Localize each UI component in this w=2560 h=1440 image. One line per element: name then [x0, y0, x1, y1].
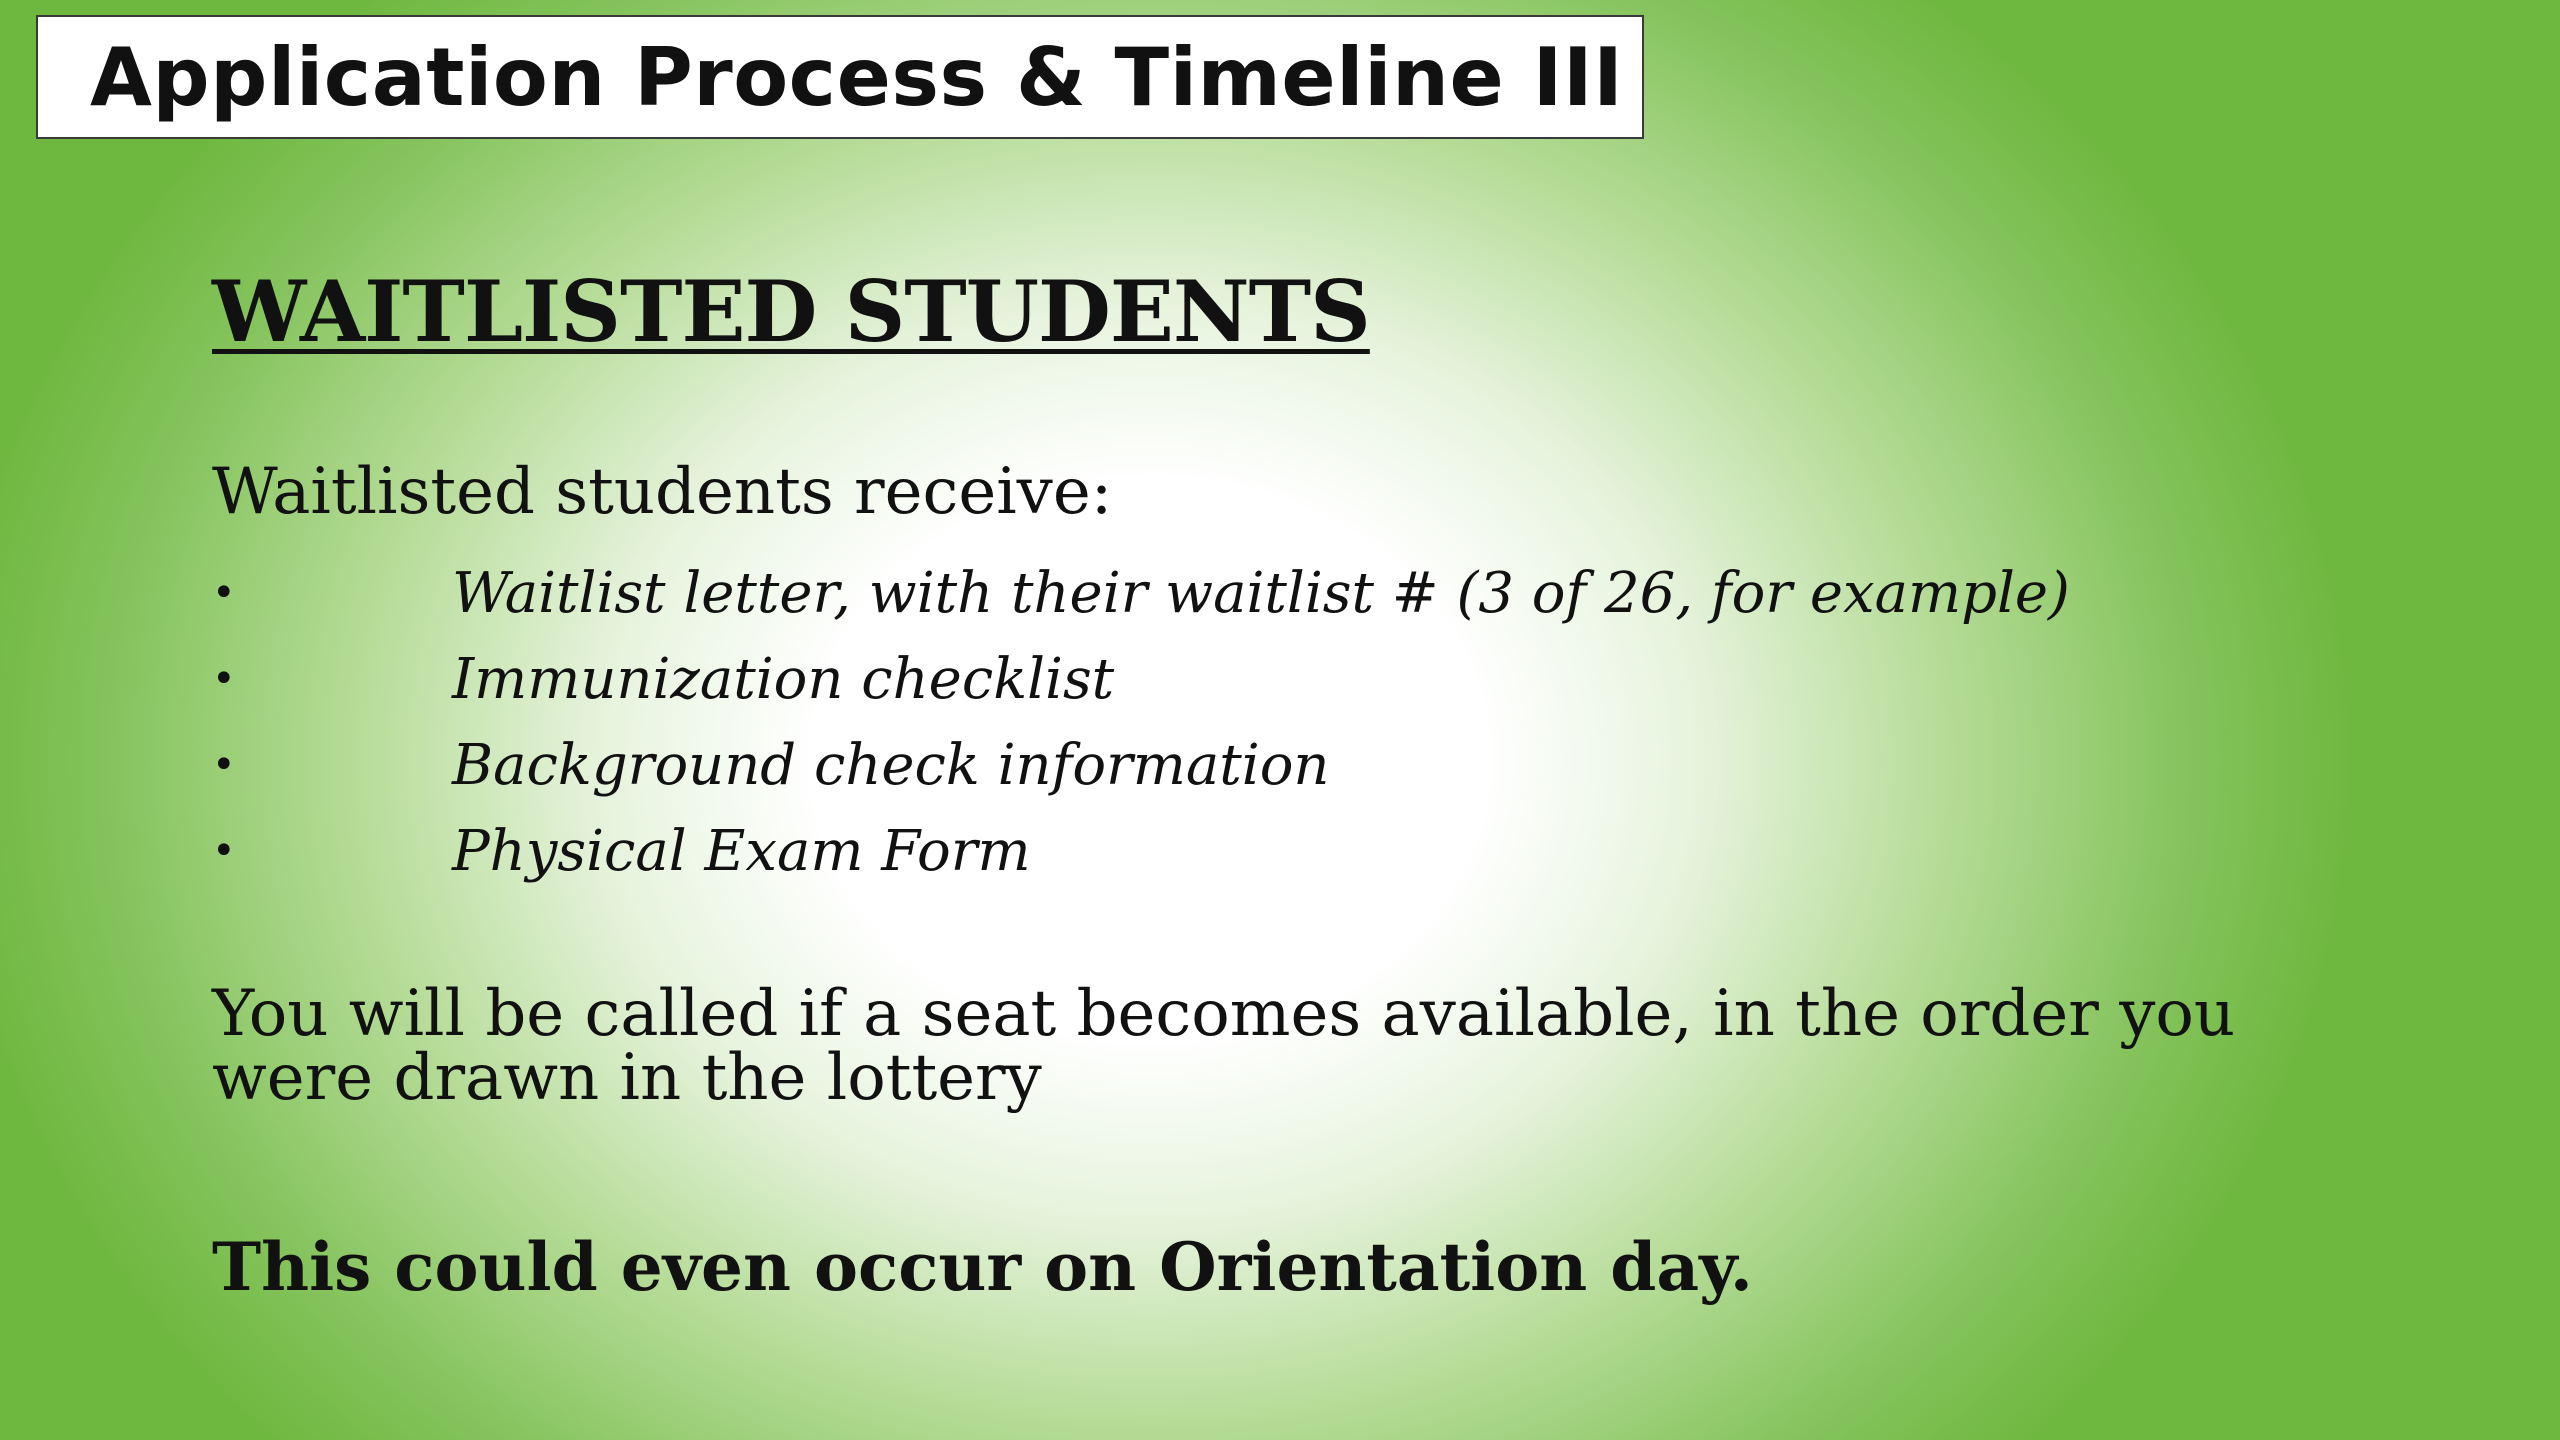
- intro-text: Waitlisted students receive:: [212, 455, 1113, 529]
- emphasis-text: This could even occur on Orientation day.: [212, 1228, 1753, 1306]
- callout-text: [212, 977, 2236, 1115]
- bullet-icon: •: [212, 570, 236, 616]
- list-item: [212, 636, 2070, 722]
- list-item: [212, 722, 2070, 808]
- callout-line-1: You will be called if a seat becomes available, in the order you: [212, 977, 2236, 1051]
- bullet-text: Waitlist letter, with their waitlist # (3 of 26, for example): [452, 560, 2070, 626]
- bullet-icon: •: [212, 656, 236, 702]
- list-item: [212, 808, 2070, 894]
- bullet-icon: •: [212, 742, 236, 788]
- title-box: [36, 15, 1644, 139]
- callout-line-2: were drawn in the lottery: [212, 1041, 1042, 1115]
- section-heading: WAITLISTED STUDENTS: [212, 262, 1370, 361]
- list-item: [212, 550, 2070, 636]
- bullet-text: Immunization checklist: [452, 646, 1115, 712]
- bullet-text: Background check information: [452, 732, 1330, 798]
- slide-title: Application Process & Timeline III: [90, 30, 1624, 124]
- bullet-list: [212, 550, 2070, 894]
- bullet-text: Physical Exam Form: [452, 818, 1031, 884]
- bullet-icon: •: [212, 828, 236, 874]
